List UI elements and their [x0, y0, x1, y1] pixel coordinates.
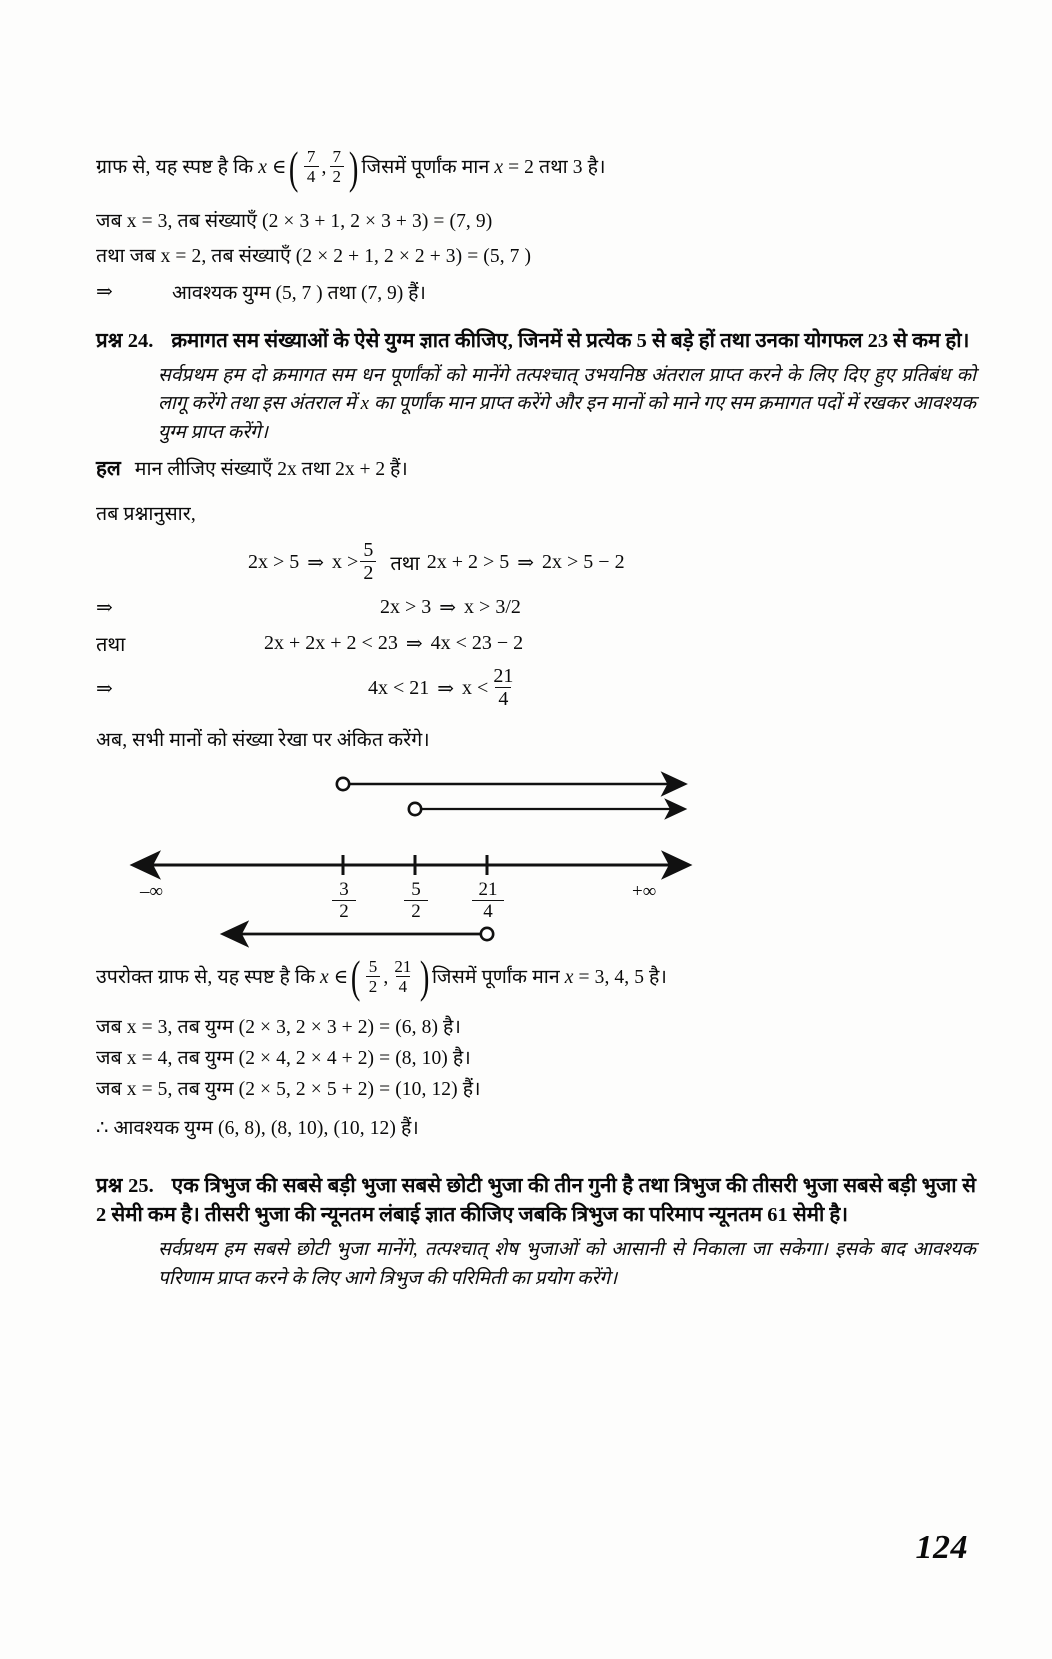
fraction-5-2: $\frac{5}{2}$ [360, 540, 376, 583]
pair-line-x4: जब x = 4, तब युग्म (2 × 4, 2 × 4 + 2) = (8, 10) है। [96, 1047, 471, 1069]
graph-statement-suffix: जिसमें पूर्णांक मान [361, 156, 495, 178]
eq4-lead-arrow: ⇒ [96, 678, 113, 701]
case-line-x2: तथा जब x = 2, तब संख्याएँ (2 × 2 + 1, 2 × 2 + 3) = (5, 7 ) [96, 246, 532, 268]
ray-x-lt-21-over-4 [224, 928, 493, 940]
fraction-5-2-interval: $\frac{5}{2}$ [366, 958, 381, 995]
numberline-intro: अब, सभी मानों को संख्या रेखा पर अंकित करेंगे। [96, 730, 430, 752]
question-25-text: एक त्रिभुज की सबसे बड़ी भुजा सबसे छोटी भुजा की तीन गुनी है तथा त्रिभुज की तीसरी भुजा सबसे बड़ी भुजा से 2 सेमी कम है। तीसरी भुजा की न्यूनतम लंबाई ज्ञात कीजिए जबकि त्रिभुज का परिमाप न्यूनतम 61 सेमी है। [96, 1174, 977, 1226]
interval-notation-5-2-21-4 [348, 951, 432, 1003]
number-line-figure [96, 762, 976, 952]
page-content [96, 141, 977, 1300]
solution-row [96, 454, 976, 482]
equation-3-body [264, 631, 523, 656]
element-of-symbol: ∈ [271, 156, 287, 178]
left-paren-2: ( [351, 951, 361, 1003]
equation-row-3 [96, 630, 976, 657]
variable-x: x [258, 156, 267, 178]
equation-1-body [248, 541, 625, 584]
right-paren: ) [349, 141, 359, 193]
ray-x-gt-3-over-2 [337, 778, 684, 790]
interval-comma: , [321, 156, 327, 178]
equation-row-1 [96, 541, 976, 584]
result-interval-statement [96, 951, 976, 1003]
fraction-7-4: $\frac{7}{4}$ [304, 148, 319, 185]
question-24-block [96, 327, 976, 1144]
conclusion-text: आवश्यक युग्म (5, 7 ) तथा (7, 9) हैं। [172, 282, 426, 304]
variable-x-2: x [494, 156, 504, 178]
eq2-implies: ⇒ [439, 596, 457, 619]
equation-row-2 [96, 594, 976, 620]
axis-label-negative-infinity: –∞ [140, 880, 164, 902]
solution-text: मान लीजिए संख्याएँ 2x तथा 2x + 2 हैं। [134, 459, 408, 481]
fraction-21-4-interval: $\frac{21}{4}$ [394, 956, 412, 996]
according-to-question: तब प्रश्नानुसार, [96, 504, 196, 526]
question-24-explanation: सर्वप्रथम हम दो क्रमागत सम धन पूर्णांकों को मानेंगे तत्पश्चात् उभयनिष्ठ अंतराल प्राप्त करने के लिए दिए हुए प्रतिबंध को लागू करेंगे तथा इस अंतराल में x का पूर्णांक मान प्राप्त करेंगे और इन मानों को माने गए सम क्रमागत पदों में रखकर आवश्यक युग्म प्राप्त करेंगे। [158, 364, 976, 444]
question-label-25: प्रश्न [96, 1174, 123, 1197]
axis-label-positive-infinity: +∞ [632, 880, 657, 902]
graph-interval-statement [96, 141, 976, 193]
fraction-7-2: $\frac{7}{2}$ [330, 148, 345, 185]
question-24-text: क्रमागत सम संख्याओं के ऐसे युग्म ज्ञात कीजिए, जिनमें से प्रत्येक 5 से बड़े हों तथा उनका योगफल 23 से कम हो। [171, 329, 970, 352]
eq3-lead: तथा [96, 634, 126, 657]
eq1-implies-2: ⇒ [517, 552, 535, 575]
tick-label-21-over-4: $\frac{21}{4}$ [472, 880, 504, 921]
eq1-left: 2x > 5 [248, 551, 300, 574]
eq2-right: x > 3/2 [464, 595, 521, 618]
pair-line-x3: जब x = 3, तब युग्म (2 × 3, 2 × 3 + 2) = (6, 8) है। [96, 1016, 461, 1038]
graph-statement-tail: = 2 तथा 3 है। [508, 156, 606, 178]
ray-x-gt-5-over-2 [409, 803, 684, 815]
eq1-mid: x > [332, 551, 359, 574]
eq3-right: 4x < 23 − 2 [430, 632, 524, 655]
eq1-implies-1: ⇒ [307, 552, 325, 575]
eq4-implies: ⇒ [437, 678, 455, 701]
question-25-explanation: सर्वप्रथम हम सबसे छोटी भुजा मानेंगे, तत्पश्चात् शेष भुजाओं को आसानी से निकाला जा सकेगा। इसके बाद आवश्यक परिणाम प्राप्त करने के लिए आगे त्रिभुज की परिमिती का प्रयोग करेंगे। [158, 1238, 976, 1289]
solution-label: हल [96, 458, 121, 481]
result-variable-x-2: x [564, 966, 574, 988]
result-tail: = 3, 4, 5 है। [578, 966, 667, 988]
case-line-x3: जब x = 3, तब संख्याएँ (2 × 3 + 1, 2 × 3 + 3) = (7, 9) [96, 211, 493, 232]
question-25-heading [96, 1172, 976, 1230]
interval-notation-7-4-7-2 [286, 141, 361, 193]
eq4-mid: x < [462, 677, 489, 700]
pair-line-x5: जब x = 5, तब युग्म (2 × 5, 2 × 5 + 2) = (10, 12) हैं। [96, 1079, 481, 1101]
interval-comma-2: , [383, 966, 389, 988]
conclusion-row [96, 278, 976, 305]
tick-label-3-over-2: $\frac{3}{2}$ [332, 880, 356, 921]
question-number-25: 25. [128, 1174, 154, 1197]
left-paren: ( [289, 141, 299, 193]
eq3-implies: ⇒ [405, 633, 423, 656]
implies-arrow: ⇒ [96, 280, 113, 303]
equation-4-body [368, 667, 518, 710]
eq1-right: 2x + 2 > 5 [426, 551, 510, 574]
equation-2-body [380, 595, 521, 620]
result-element-of-symbol: ∈ [333, 966, 349, 988]
graph-statement-prefix: ग्राफ से, यह स्पष्ट है कि [96, 156, 259, 178]
question-24-heading [96, 327, 976, 356]
fraction-21-4: $\frac{21}{4}$ [493, 665, 514, 711]
result-variable-x: x [320, 966, 329, 988]
question-number: 24. [127, 329, 154, 352]
right-paren-2: ) [419, 951, 430, 1003]
result-suffix: जिसमें पूर्णांक मान [431, 966, 565, 988]
page-number: 124 [915, 1529, 968, 1566]
result-prefix: उपरोक्त ग्राफ से, यह स्पष्ट है कि [96, 966, 321, 988]
tick-label-5-over-2: $\frac{5}{2}$ [404, 880, 428, 921]
question-label: प्रश्न [96, 329, 123, 352]
eq2-lead-arrow: ⇒ [96, 596, 113, 619]
eq1-result: 2x > 5 − 2 [542, 551, 625, 574]
final-answer-line: ∴ आवश्यक युग्म (6, 8), (8, 10), (10, 12) हैं। [96, 1118, 419, 1140]
question-25-block [96, 1172, 976, 1294]
eq3-left: 2x + 2x + 2 < 23 [264, 632, 398, 655]
number-line-axis [134, 855, 688, 875]
eq4-left: 4x < 21 [368, 677, 430, 700]
number-line-svg [96, 762, 976, 952]
equation-row-4 [96, 667, 976, 710]
eq1-tatha: तथा [390, 553, 420, 576]
eq2-left: 2x > 3 [380, 595, 432, 618]
